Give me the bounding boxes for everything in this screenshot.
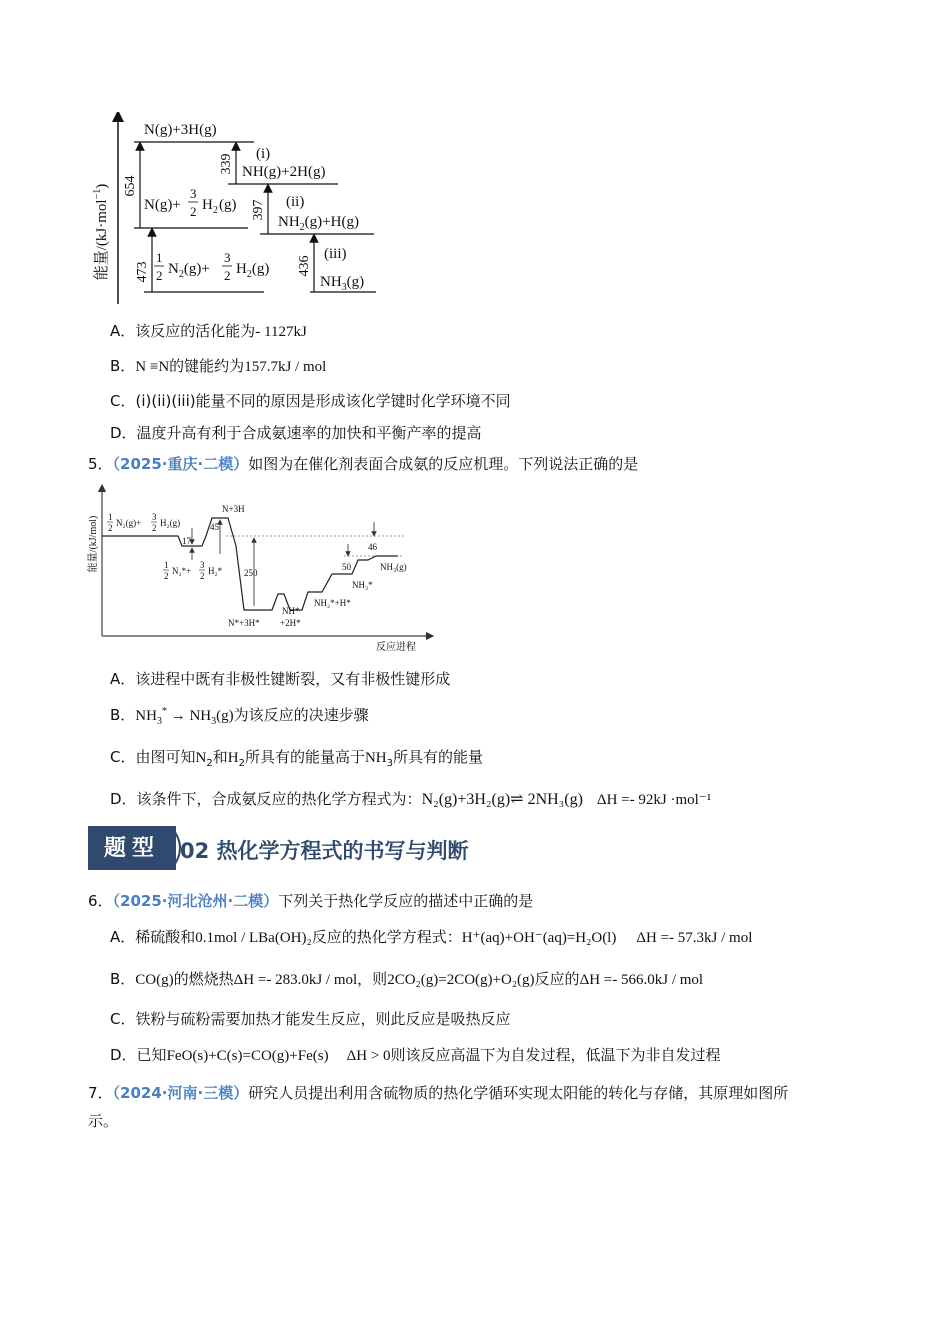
fig2-x-label: 反应进程 — [376, 642, 416, 653]
svg-text:H₂*: H₂* — [208, 566, 223, 576]
energy-diagram-2 — [86, 484, 436, 656]
svg-text:1: 1 — [164, 560, 169, 570]
q4-option-d[interactable]: D．温度升高有利于合成氨速率的加快和平衡产率的提高 — [110, 424, 482, 442]
svg-text:N*+3H*: N*+3H* — [228, 618, 260, 628]
svg-text:NH₂*+H*: NH₂*+H* — [314, 598, 351, 608]
svg-text:H2(g): $H_2(g)$ — [236, 261, 270, 280]
energy-diagram-1 — [86, 112, 386, 308]
svg-text:H: H — [202, 197, 213, 213]
q6-option-c[interactable]: C．铁粉与硫粉需要加热才能发生反应，则此反应是吸热反应 — [110, 1010, 511, 1028]
svg-text:397: 397 — [251, 199, 266, 221]
y-axis-label: 能量/(kJ·mol$^{-1}$) — [92, 183, 110, 281]
svg-text:45: 45 — [210, 522, 219, 532]
svg-text:50: 50 — [342, 562, 351, 572]
q4-option-a[interactable]: A．该反应的活化能为- 1127kJ — [110, 322, 307, 340]
q4-option-b[interactable]: B．N ≡N的键能约为157.7kJ / mol — [110, 357, 327, 375]
svg-text:3: 3 — [190, 186, 197, 201]
q6-option-b[interactable]: B．CO(g)的燃烧热ΔH =- 283.0kJ / mol，则2CO₂(g)=2CO(g)+O₂(g)反应的ΔH =- 566.0kJ / mol — [110, 970, 704, 988]
svg-text:(g): (g) — [219, 197, 237, 213]
svg-text:NH₃*: NH₃* — [352, 580, 373, 590]
svg-text:2: 2 — [164, 571, 169, 581]
q7-stem-cont: 示。 — [88, 1112, 119, 1130]
q5-option-b[interactable]: B．$NH_3^* \to NH_3(g)$为该反应的决速步骤 — [110, 706, 369, 727]
q7-stem: 7．（2024·河南·三模）研究人员提出利用含硫物质的热化学循环实现太阳能的转化与存储，其原理如图所 — [88, 1084, 789, 1102]
svg-text:NH₃(g): NH₃(g) — [380, 562, 407, 572]
q5-option-c[interactable]: C．由图可知$N_2$和$H_2$所具有的能量高于$NH_3$所具有的能量 — [110, 748, 484, 769]
svg-text:2: 2 — [224, 268, 231, 283]
svg-text:1: 1 — [108, 512, 113, 522]
svg-text:3: 3 — [224, 250, 231, 265]
svg-text:N+3H: N+3H — [222, 504, 245, 514]
q6-stem: 6．（2025·河北沧州·二模）下列关于热化学反应的描述中正确的是 — [88, 892, 534, 910]
svg-text:+2H*: +2H* — [280, 618, 301, 628]
svg-text:46: 46 — [368, 542, 377, 552]
svg-text:N2(g)+: $N_2(g)+$ — [168, 261, 210, 280]
svg-text:250: 250 — [244, 568, 258, 578]
svg-text:17: 17 — [182, 536, 191, 546]
svg-text:(ii): (ii) — [286, 194, 305, 210]
svg-text:N₂*+: N₂*+ — [172, 566, 192, 576]
q6-option-d[interactable]: D．已知FeO(s)+C(s)=CO(g)+Fe(s) ΔH > 0则该反应高温下为自发过程，低温下为非自发过程 — [110, 1046, 721, 1064]
svg-text:1: 1 — [156, 250, 163, 265]
level-n-label: N(g)+ — [144, 197, 181, 213]
svg-text:654: 654 — [123, 175, 138, 197]
q5-option-a[interactable]: A．该进程中既有非极性键断裂，又有非极性键形成 — [110, 670, 451, 688]
svg-text:H₂(g): H₂(g) — [160, 518, 181, 528]
svg-text:2: 2 — [156, 268, 163, 283]
svg-text:2: 2 — [152, 523, 157, 533]
svg-text:3: 3 — [152, 512, 157, 522]
svg-text:N₂(g)+: N₂(g)+ — [116, 518, 142, 528]
q4-option-c[interactable]: C．(i)(ii)(iii)能量不同的原因是形成该化学键时化学环境不同 — [110, 392, 511, 410]
svg-text:2: 2 — [190, 204, 197, 219]
level-nh-label: NH(g)+2H(g) — [242, 164, 326, 180]
svg-text:(i): (i) — [256, 146, 271, 162]
fig2-y-label: 能量/(kJ/mol) — [88, 515, 99, 573]
svg-text:2: 2 — [200, 571, 205, 581]
svg-text:NH*: NH* — [282, 606, 300, 616]
section-banner — [88, 826, 858, 870]
svg-text:473: 473 — [135, 261, 150, 283]
section-title: 02 热化学方程式的书写与判断 — [180, 839, 469, 863]
q6-option-a[interactable]: A．稀硫酸和0.1mol / LBa(OH)₂反应的热化学方程式：H⁺(aq)+OH⁻(aq)=H₂O(l) ΔH =- 57.3kJ / mol — [110, 928, 753, 946]
svg-text:(iii): (iii) — [324, 246, 347, 262]
level-top-label: N(g)+3H(g) — [144, 122, 217, 138]
svg-text:436: 436 — [297, 255, 312, 277]
svg-text:3: 3 — [200, 560, 205, 570]
banner-label: 题型 — [88, 826, 176, 870]
svg-text:2: 2 — [213, 205, 218, 216]
svg-text:NH2(g)+H(g): $NH_2(g)+H(g)$ — [278, 214, 359, 233]
svg-text:NH3(g): $NH_3(g)$ — [320, 274, 365, 293]
q5-option-d[interactable]: D．该条件下，合成氨反应的热化学方程式为：N₂(g)+3H₂(g)⇌ 2NH₃(g) ΔH =- 92kJ ·mol⁻¹ — [110, 790, 712, 808]
q5-stem: 5．（2025·重庆·二模）如图为在催化剂表面合成氨的反应机理。下列说法正确的是 — [88, 455, 639, 473]
svg-text:2: 2 — [108, 523, 113, 533]
svg-text:339: 339 — [219, 153, 234, 175]
